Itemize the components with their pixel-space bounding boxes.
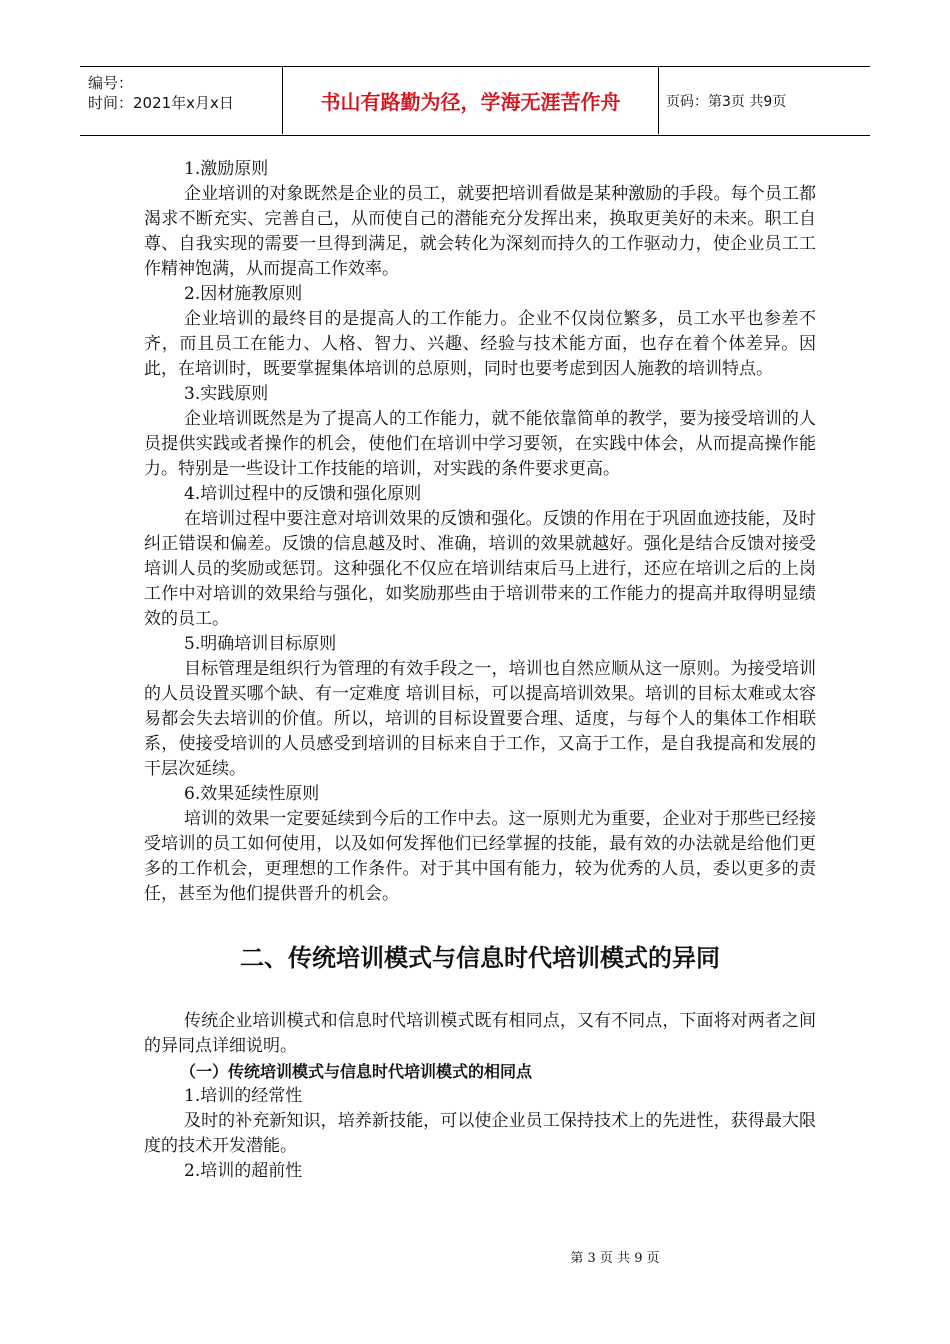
section-item-title: 2.培训的超前性 — [184, 1161, 303, 1181]
paragraph: 目标管理是组织行为管理的有效手段之一，培训也自然应顺从这一原则。为接受培训的人员设置买哪个缺、有一定难度 培训目标，可以提高培训效果。培训的目标太难或太容易都会失去培训的价值。所以，培训的目标设置要合理、适度，与每个人的集体工作相联系，使接受培训的人员感受到培训的目标来自于工作，又高于工作，是自我提高和发展的干层次延续。 — [144, 659, 816, 779]
section-item-title: 3.实践原则 — [184, 384, 269, 404]
section-item-title: 4.培训过程中的反馈和强化原则 — [184, 484, 422, 504]
header-page-info: 页码：第3页 共9页 — [666, 93, 787, 110]
section-item-title: 5.明确培训目标原则 — [184, 634, 337, 654]
page-footer: 第 3 页 共 9 页 — [570, 1251, 660, 1266]
header-time: 时间：2021年x月x日 — [88, 94, 234, 112]
section-subheading: （一）传统培训模式与信息时代培训模式的相同点 — [180, 1062, 533, 1081]
paragraph: 及时的补充新知识，培养新技能，可以使企业员工保持技术上的先进性，获得最大限度的技术开发潜能。 — [144, 1111, 816, 1156]
section-item-title: 6.效果延续性原则 — [184, 784, 320, 804]
paragraph: 企业培训既然是为了提高人的工作能力，就不能依靠简单的教学，要为接受培训的人员提供实践或者操作的机会，使他们在培训中学习要领，在实践中体会，从而提高操作能力。特别是一些设计工作技能的培训，对实践的条件要求更高。 — [144, 409, 816, 479]
section-item-title: 1.培训的经常性 — [184, 1086, 303, 1106]
document-body — [144, 157, 816, 1184]
paragraph: 培训的效果一定要延续到今后的工作中去。这一原则尤为重要，企业对于那些已经接受培训的员工如何使用，以及如何发挥他们已经掌握的技能，最有效的办法就是给他们更多的工作机会，更理想的工作条件。对于其中国有能力，较为优秀的人员，委以更多的责任，甚至为他们提供晋升的机会。 — [144, 809, 816, 904]
header-motto: 书山有路勤为径，学海无涯苦作舟 — [282, 67, 659, 134]
header-meta — [88, 73, 278, 113]
paragraph: 企业培训的最终目的是提高人的工作能力。企业不仅岗位繁多，员工水平也参差不齐，而且员工在能力、人格、智力、兴趣、经验与技术能方面，也存在着个体差异。因此，在培训时，既要掌握集体培训的总原则，同时也要考虑到因人施教的培训特点。 — [144, 309, 816, 379]
paragraph: 企业培训的对象既然是企业的员工，就要把培训看做是某种激励的手段。每个员工都渴求不断充实、完善自己，从而使自己的潜能充分发挥出来，换取更美好的未来。职工自尊、自我实现的需要一旦得到满足，就会转化为深刻而持久的工作驱动力，使企业员工工作精神饱满，从而提高工作效率。 — [144, 184, 816, 279]
page-header — [80, 66, 870, 136]
header-number: 编号： — [88, 74, 134, 92]
paragraph: 在培训过程中要注意对培训效果的反馈和强化。反馈的作用在于巩固血迹技能，及时纠正错误和偏差。反馈的信息越及时、准确，培训的效果就越好。强化是结合反馈对接受培训人员的奖励或惩罚。这种强化不仅应在培训结束后马上进行，还应在培训之后的上岗工作中对培训的效果给与强化，如奖励那些由于培训带来的工作能力的提高并取得明显绩效的员工。 — [144, 509, 816, 629]
section-item-title: 2.因材施教原则 — [184, 284, 303, 304]
section-item-title: 1.激励原则 — [184, 159, 269, 179]
paragraph: 传统企业培训模式和信息时代培训模式既有相同点，又有不同点，下面将对两者之间的异同点详细说明。 — [144, 1011, 816, 1056]
chapter-heading: 二、传统培训模式与信息时代培训模式的异同 — [240, 944, 720, 972]
